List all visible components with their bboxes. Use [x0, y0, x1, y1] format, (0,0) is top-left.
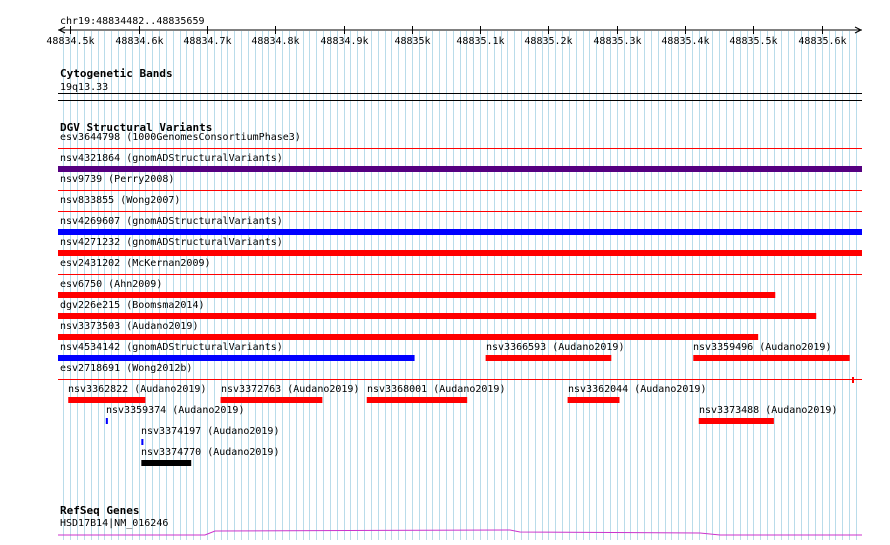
ruler-tick-label: 48834.7k — [183, 36, 232, 47]
dgv-feature-label[interactable]: nsv3362822 (Audano2019) — [68, 384, 207, 395]
track-separator — [58, 100, 862, 101]
dgv-feature-bar[interactable] — [486, 355, 612, 361]
ruler-tick-label: 48835.3k — [593, 36, 642, 47]
dgv-feature-line[interactable] — [58, 379, 862, 380]
dgv-feature-label[interactable]: nsv9739 (Perry2008) — [60, 174, 175, 185]
ruler-tick-label: 48834.5k — [46, 36, 95, 47]
dgv-feature-label[interactable]: nsv3373488 (Audano2019) — [699, 405, 838, 416]
ruler-tick-label: 48834.6k — [115, 36, 164, 47]
dgv-feature[interactable] — [58, 279, 775, 298]
dgv-feature-bar[interactable] — [58, 313, 816, 319]
dgv-feature-bar[interactable] — [221, 397, 323, 403]
dgv-feature-label[interactable]: nsv3366593 (Audano2019) — [486, 342, 625, 353]
dgv-feature-label[interactable]: esv2431202 (McKernan2009) — [60, 258, 211, 269]
ruler-tick-label: 48834.9k — [320, 36, 369, 47]
dgv-feature-label[interactable]: esv3644798 (1000GenomesConsortiumPhase3) — [60, 132, 301, 143]
dgv-feature-bar[interactable] — [58, 166, 862, 172]
dgv-feature-label[interactable]: nsv3373503 (Audano2019) — [60, 321, 199, 332]
dgv-feature-label[interactable]: nsv4271232 (gnomADStructuralVariants) — [60, 237, 283, 248]
dgv-feature-line[interactable] — [58, 274, 862, 275]
dgv-feature[interactable] — [221, 384, 360, 403]
dgv-feature-bar[interactable] — [58, 334, 758, 340]
dgv-feature-bar[interactable] — [58, 229, 862, 235]
dgv-feature[interactable] — [693, 342, 850, 361]
dgv-feature-label[interactable]: esv6750 (Ahn2009) — [60, 279, 163, 290]
dgv-feature[interactable] — [141, 447, 279, 466]
dgv-feature[interactable] — [58, 321, 758, 340]
cytoband-label: 19q13.33 — [60, 82, 109, 93]
refseq-gene-label[interactable]: HSD17B14|NM_016246 — [60, 518, 169, 529]
dgv-feature[interactable] — [367, 384, 506, 403]
dgv-feature-bar[interactable] — [367, 397, 467, 403]
ruler-tick-label: 48835.2k — [524, 36, 573, 47]
dgv-feature-line[interactable] — [58, 148, 862, 149]
dgv-feature-bar[interactable] — [141, 460, 191, 466]
dgv-feature-label[interactable]: dgv226e215 (Boomsma2014) — [60, 300, 205, 311]
dgv-feature-label[interactable]: nsv833855 (Wong2007) — [60, 195, 181, 206]
dgv-feature-label[interactable]: nsv4269607 (gnomADStructuralVariants) — [60, 216, 283, 227]
dgv-feature[interactable] — [68, 384, 206, 403]
dgv-feature[interactable] — [106, 405, 245, 424]
dgv-feature-label[interactable]: nsv4534142 (gnomADStructuralVariants) — [60, 342, 283, 353]
dgv-feature-bar[interactable] — [58, 292, 775, 298]
dgv-feature-bar[interactable] — [58, 355, 415, 361]
ruler-tick-label: 48835.4k — [661, 36, 710, 47]
cytoband-bar — [58, 93, 862, 94]
ruler-track[interactable] — [46, 16, 862, 47]
ruler-tick-label: 48835.5k — [729, 36, 778, 47]
ruler-tick-label: 48835.1k — [456, 36, 505, 47]
dgv-feature[interactable] — [58, 300, 816, 319]
dgv-feature-bar[interactable] — [68, 397, 145, 403]
ruler-tick-label: 48835.6k — [798, 36, 847, 47]
dgv-feature-label[interactable]: nsv4321864 (gnomADStructuralVariants) — [60, 153, 283, 164]
dgv-feature[interactable] — [58, 342, 415, 361]
dgv-feature-line[interactable] — [58, 211, 862, 212]
dgv-feature-label[interactable]: nsv3374197 (Audano2019) — [141, 426, 280, 437]
refseq-track-title: RefSeq Genes — [60, 504, 140, 517]
dgv-feature[interactable] — [141, 426, 279, 445]
dgv-feature[interactable] — [486, 342, 625, 361]
dgv-feature-bar[interactable] — [568, 397, 620, 403]
dgv-feature-label[interactable]: nsv3368001 (Audano2019) — [367, 384, 506, 395]
dgv-feature-label[interactable]: esv2718691 (Wong2012b) — [60, 363, 193, 374]
dgv-feature-bar[interactable] — [58, 250, 862, 256]
dgv-track-title: DGV Structural Variants — [60, 121, 213, 134]
dgv-feature-bar[interactable] — [141, 439, 143, 445]
dgv-feature-label[interactable]: nsv3359374 (Audano2019) — [106, 405, 245, 416]
dgv-feature-label[interactable]: nsv3372763 (Audano2019) — [221, 384, 360, 395]
ruler-tick-label: 48835k — [394, 36, 431, 47]
dgv-feature-bar[interactable] — [699, 418, 774, 424]
dgv-feature-label[interactable]: nsv3362044 (Audano2019) — [568, 384, 707, 395]
locus-label: chr19:48834482..48835659 — [60, 16, 205, 27]
dgv-feature[interactable] — [699, 405, 838, 424]
ruler-tick-label: 48834.8k — [251, 36, 300, 47]
dgv-feature-label[interactable]: nsv3359496 (Audano2019) — [693, 342, 832, 353]
dgv-feature-bar[interactable] — [693, 355, 849, 361]
cytoband-track-title: Cytogenetic Bands — [60, 67, 173, 80]
dgv-feature-line[interactable] — [58, 190, 862, 191]
dgv-feature-bar[interactable] — [106, 418, 108, 424]
dgv-feature-end-marker — [852, 377, 854, 383]
dgv-feature-label[interactable]: nsv3374770 (Audano2019) — [141, 447, 280, 458]
